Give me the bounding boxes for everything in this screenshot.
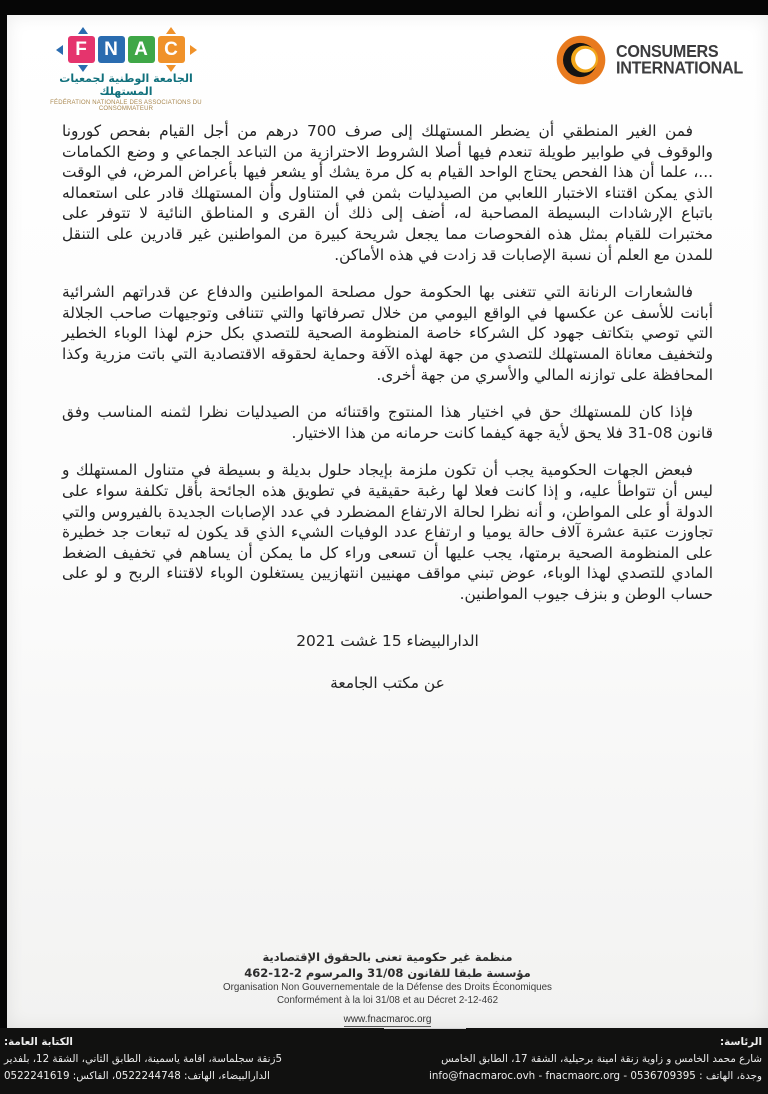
secretariat-title: الكتابة العامة: bbox=[4, 1036, 73, 1048]
arrow-left-icon bbox=[56, 45, 63, 55]
presidency-title: الرئاسة: bbox=[719, 1036, 762, 1048]
arrow-down-icon bbox=[78, 65, 88, 72]
secretariat-address: 5زنقة سجلماسة، اقامة ياسمينة، الطابق الثاني، الشقة 12، بلفدير bbox=[4, 1053, 283, 1065]
paragraph-4: فبعض الجهات الحكومية يجب أن تكون ملزمة بإيجاد حلول بديلة و بسيطة في متناول المستهلك و ليس أن تتواطأ عليه، و إذا كانت فعلا لها رغبة حقيقية في تطويق هذه الجائحة بأقل تكلفة سواء على الدولة أو على المواطن، و أنه نظرا لحالة الارتفاع المضطرد في عدد الإصابات الجديدة بالفيروس والتي تجاوزت عتبة عشرة آلاف حالة يوميا و ارتفاع عدد الوفيات الشيء الذي قد يكون له تبعات جد خطيرة على المنظومة الصحية برمتها، يجب عليها أن تسعى وراء كل ما يمكن أن يساهم في تخفيف الضغط المادي للتصدي لهذا الوباء، عوض تبني مواقف مهنيين انتهازيين يستغلون الوباء لاقتناء الربح و لو على حساب الوطن و بنزف جيوب المواطنين. bbox=[62, 461, 713, 603]
website-text: www.fnacmaroc.org bbox=[343, 1014, 432, 1025]
arrow-right-icon bbox=[190, 45, 197, 55]
ci-line2: INTERNATIONAL bbox=[616, 57, 744, 78]
footer-arabic-line2: مؤسسة طبقا للقانون 31/08 والمرسوم 2-12-462 bbox=[244, 966, 531, 980]
arrow-up-icon bbox=[78, 27, 88, 34]
paragraph-3: فإذا كان للمستهلك حق في اختيار هذا المنتوج واقتنائه من الصيدليات نظرا لثمنه المناسب وفق قانون 08-31 فلا يحق لأية جهة كيفما كانت حرمانه من هذا الاختيار. bbox=[62, 403, 713, 442]
fnac-tile-f: F bbox=[68, 36, 95, 63]
presidency-phone-email: وجدة، الهاتف : 0536709395 - info@fnacmaroc.ovh - fnacmaorc.org bbox=[428, 1070, 762, 1082]
secretariat-phone-fax: الدارالبيضاء، الهاتف: 0522244748، الفاكس: 0522241619 bbox=[4, 1070, 270, 1082]
letter-body bbox=[7, 121, 768, 604]
fnac-logo bbox=[41, 27, 211, 112]
signature-line: عن مكتب الجامعة bbox=[330, 674, 445, 693]
fnac-tile-c: C bbox=[158, 36, 185, 63]
footer-arabic-line1: منظمة غير حكومية تعنى بالحقوق الإقتصادية bbox=[262, 950, 513, 964]
footer-french-line1: Organisation Non Gouvernementale de la Défense des Droits Économiques bbox=[223, 982, 552, 993]
fnac-tile-a: A bbox=[128, 36, 155, 63]
contact-band bbox=[0, 1028, 768, 1094]
arrow-down-icon bbox=[166, 65, 176, 72]
ci-line1: CONSUMERS bbox=[616, 41, 719, 62]
paragraph-1: فمن الغير المنطقي أن يضطر المستهلك إلى صرف 700 درهم من أجل القيام بفحص كورونا والوقوف في طوابير طويلة تنعدم فيها أصلا الشروط الاحترازية من التباعد الجماعي و وضع الكمامات ...، علما أن هذا الفحص يحتاج الواحد القيام به كل مرة يشك أو يشعر فيها بأعراض المرض، في الوقت الذي يمكن اقتناء الاختبار اللعابي من الصيدليات بثمن في المتناول وأن المستهلك قادر على استعماله باتباع الإرشادات البسيطة المصاحبة له، أضف إلى ذلك أن القرى و المناطق النائية لا تتوفر على مختبرات للقيام بمثل هذه الفحوصات مما يجعل شريحة كبيرة من المواطنين غير قادرين على التنقل للمدن مع العلم أن نسبة الإصابات قد زادت في هذه الأماكن. bbox=[62, 122, 713, 264]
ci-wordmark bbox=[616, 43, 743, 77]
presidency-address: شارع محمد الخامس و زاوية زنقة امينة برحيلية، الشقة 17، الطابق الخامس bbox=[441, 1053, 762, 1065]
fnac-french-name: FÉDÉRATION NATIONALE DES ASSOCIATIONS DU CONSOMMATEUR bbox=[50, 100, 202, 112]
fnac-letter-tiles bbox=[56, 27, 197, 72]
fnac-arabic-name: الجامعة الوطنية لجمعيات المستهلك bbox=[59, 72, 193, 98]
document-page bbox=[7, 15, 768, 1028]
consumers-international-logo bbox=[554, 33, 750, 87]
date-place-line: الدارالبيضاء 15 غشت 2021 bbox=[296, 632, 479, 651]
letterhead bbox=[7, 15, 768, 121]
ci-ring-icon bbox=[554, 33, 608, 87]
scan-artifact bbox=[384, 1027, 466, 1029]
paragraph-2: فالشعارات الرنانة التي تتغنى بها الحكومة حول مصلحة المواطنين والدفاع عن قدراتهم الشرائية أبانت للأسف عن عكسها في الواقع اليومي من خلال تصرفاتها والتي تتنافى وتوجيهات صاحب الجلالة التي توصي بتكاتف جهود كل الشركاء خاصة المنظومة الصحية للتصدي بكل حزم لهذا الوباء الخطير ولتخفيف معاناة المستهلك للتصدي من جهة لهذه الآفة وحماية لحقوقه الاقتصادية التي باتت مزرية وكذا المحافظة على توازنه المالي والأسري من جهة أخرى. bbox=[62, 283, 713, 384]
footer-french-line2: Conformément à la loi 31/08 et au Décret 2-12-462 bbox=[276, 995, 499, 1006]
presidency-contact-block bbox=[398, 1034, 762, 1090]
fnac-tile-n: N bbox=[98, 36, 125, 63]
secretariat-contact-block bbox=[4, 1034, 391, 1090]
arrow-up-icon bbox=[166, 27, 176, 34]
printed-footer bbox=[7, 949, 768, 1027]
